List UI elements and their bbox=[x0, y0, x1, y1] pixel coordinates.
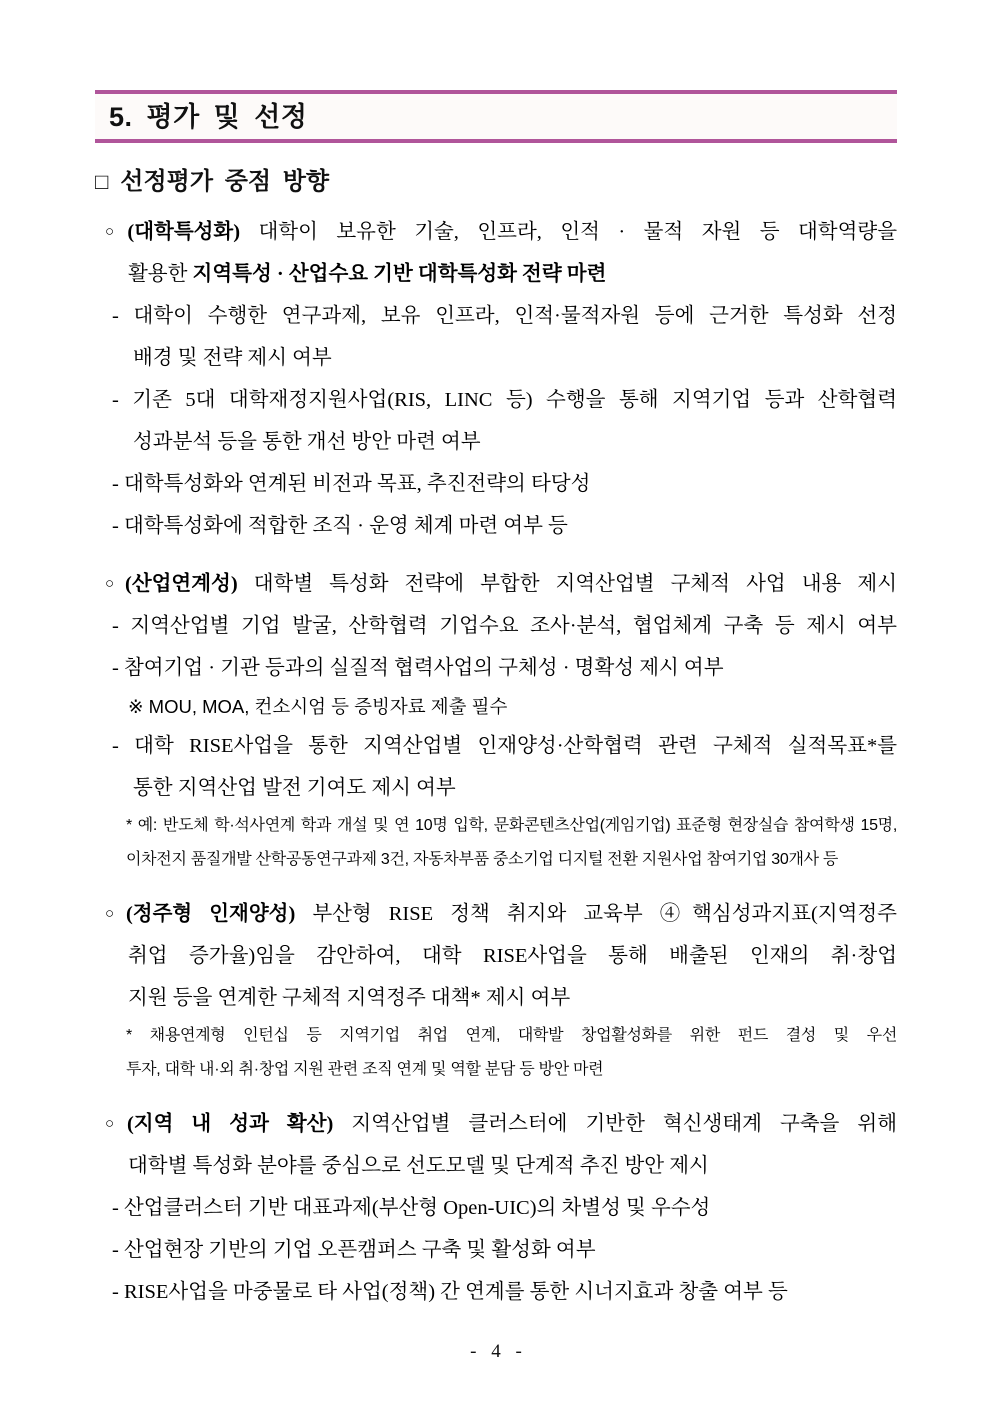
criterion-text: 참여기업 · 기관 등과의 실질적 협력사업의 구체성 · 명확성 제시 여부 bbox=[118, 657, 724, 679]
criterion-line bbox=[95, 421, 897, 463]
footnote-text: 투자, 대학 내·외 취·창업 지원 관련 조직 연계 및 역할 분담 등 방안 마련 bbox=[126, 1061, 604, 1078]
criterion-line bbox=[95, 295, 897, 337]
dash-bullet-icon: - bbox=[112, 1197, 119, 1219]
criteria-list bbox=[95, 211, 897, 1313]
criterion-line bbox=[95, 893, 897, 935]
criterion-line bbox=[95, 977, 897, 1019]
criterion-category-label: (대학특성화) bbox=[127, 221, 241, 243]
circle-bullet-icon: ○ bbox=[105, 224, 128, 240]
criterion-line bbox=[95, 253, 897, 295]
criterion-line bbox=[95, 647, 897, 689]
section-regional-diffusion bbox=[95, 1103, 897, 1313]
footnote-text: 이차전지 품질개발 산학공동연구과제 3건, 자동차부품 중소기업 디지털 전환 지원사업 참여기업 30개사 등 bbox=[126, 851, 839, 868]
criterion-text: 기존 5대 대학재정지원사업(RIS, LINC 등) 수행을 통해 지역기업 등과 산학협력 bbox=[118, 389, 897, 411]
circle-bullet-icon: ○ bbox=[105, 906, 126, 922]
title-banner bbox=[95, 90, 897, 143]
dash-bullet-icon: - bbox=[112, 735, 119, 757]
section-heading bbox=[95, 165, 897, 199]
dash-bullet-icon: - bbox=[112, 1239, 119, 1261]
criterion-line bbox=[95, 463, 897, 505]
criterion-bold-text: 지역특성 · 산업수요 기반 대학특성화 전략 마련 bbox=[192, 263, 607, 285]
page-number: - 4 - bbox=[470, 1341, 522, 1362]
section-industry-linkage bbox=[95, 563, 897, 877]
section-university-specialization bbox=[95, 211, 897, 547]
reference-text: MOU, MOA, 컨소시엄 등 증빙자료 제출 필수 bbox=[143, 696, 508, 717]
criterion-line bbox=[95, 505, 897, 547]
criterion-category-label: (산업연계성) bbox=[125, 573, 238, 595]
criterion-category-label: (지역 내 성과 확산) bbox=[126, 1113, 334, 1135]
criterion-text: 대학이 보유한 기술, 인프라, 인적 · 물적 자원 등 대학역량을 bbox=[240, 221, 898, 243]
dash-bullet-icon: - bbox=[112, 305, 119, 327]
criterion-line bbox=[95, 1103, 897, 1145]
dash-bullet-icon: - bbox=[112, 615, 119, 637]
criterion-text: 대학 RISE사업을 통한 지역산업별 인재양성·산학협력 관련 구체적 실적목표*를 bbox=[118, 735, 897, 757]
criterion-line bbox=[95, 1229, 897, 1271]
criterion-text: 대학별 특성화 전략에 부합한 지역산업별 구체적 사업 내용 제시 bbox=[237, 573, 897, 595]
criterion-text: 지역산업별 클러스터에 기반한 혁신생태계 구축을 위해 bbox=[333, 1113, 897, 1135]
criterion-text: 대학별 특성화 분야를 중심으로 선도모델 및 단계적 추진 방안 제시 bbox=[128, 1155, 709, 1177]
criterion-line bbox=[95, 211, 897, 253]
criterion-text: 대학특성화와 연계된 비전과 목표, 추진전략의 타당성 bbox=[118, 473, 591, 495]
dash-bullet-icon: - bbox=[112, 515, 119, 537]
criterion-text: 취업 증가율)임을 감안하여, 대학 RISE사업을 통해 배출된 인재의 취·창업 bbox=[128, 945, 897, 967]
criterion-text: 성과분석 등을 통한 개선 방안 마련 여부 bbox=[133, 431, 481, 453]
criterion-text: 배경 및 전략 제시 여부 bbox=[133, 347, 332, 369]
footnote-line bbox=[95, 1053, 897, 1087]
dash-bullet-icon: - bbox=[112, 1281, 119, 1303]
criterion-line bbox=[95, 605, 897, 647]
criterion-text: 산업클러스터 기반 대표과제(부산형 Open-UIC)의 차별성 및 우수성 bbox=[118, 1197, 711, 1219]
page-title: 5. 평가 및 선정 bbox=[109, 102, 308, 132]
section-heading-text: 선정평가 중점 방향 bbox=[120, 168, 330, 195]
reference-note bbox=[95, 689, 897, 725]
criterion-line bbox=[95, 379, 897, 421]
criterion-text: 대학이 수행한 연구과제, 보유 인프라, 인적·물적자원 등에 근거한 특성화 선정 bbox=[118, 305, 897, 327]
asterisk-mark-icon: * bbox=[126, 1027, 132, 1044]
section-settlement-talent bbox=[95, 893, 897, 1087]
dash-bullet-icon: - bbox=[112, 657, 119, 679]
criterion-line bbox=[95, 1271, 897, 1313]
criterion-text: 산업현장 기반의 기업 오픈캠퍼스 구축 및 활성화 여부 bbox=[118, 1239, 596, 1261]
criterion-text: 활용한 bbox=[128, 263, 193, 285]
reference-mark-icon: ※ bbox=[128, 696, 144, 717]
footnote-text: 예: 반도체 학·석사연계 학과 개설 및 연 10명 입학, 문화콘텐츠산업(게임기업) 표준형 현장실습 참여학생 15명, bbox=[131, 817, 897, 834]
footnote-line bbox=[95, 809, 897, 843]
footnote-text: 채용연계형 인턴십 등 지역기업 취업 연계, 대학발 창업활성화를 위한 펀드 결성 및 우선 bbox=[131, 1027, 897, 1044]
criterion-line bbox=[95, 935, 897, 977]
criterion-line bbox=[95, 1187, 897, 1229]
criterion-line bbox=[95, 563, 897, 605]
dash-bullet-icon: - bbox=[112, 389, 119, 411]
criterion-text: 대학특성화에 적합한 조직 · 운영 체계 마련 여부 등 bbox=[118, 515, 568, 537]
circle-bullet-icon: ○ bbox=[105, 576, 125, 592]
dash-bullet-icon: - bbox=[112, 473, 119, 495]
criterion-line bbox=[95, 1145, 897, 1187]
circle-bullet-icon: ○ bbox=[105, 1116, 127, 1132]
criterion-text: 부산형 RISE 정책 취지와 교육부 ④핵심성과지표(지역정주 bbox=[295, 903, 897, 925]
criterion-text: 지역산업별 기업 발굴, 산학협력 기업수요 조사·분석, 협업체계 구축 등 제시 여부 bbox=[118, 615, 897, 637]
criterion-text: 통한 지역산업 발전 기여도 제시 여부 bbox=[133, 777, 456, 799]
asterisk-mark-icon: * bbox=[126, 817, 132, 834]
criterion-line bbox=[95, 767, 897, 809]
criterion-text: 지원 등을 연계한 구체적 지역정주 대책* 제시 여부 bbox=[128, 987, 571, 1009]
square-bullet-icon: □ bbox=[95, 169, 109, 194]
footnote-line bbox=[95, 843, 897, 877]
footnote-line bbox=[95, 1019, 897, 1053]
criterion-line bbox=[95, 725, 897, 767]
criterion-category-label: (정주형 인재양성) bbox=[125, 903, 296, 925]
criterion-text: RISE사업을 마중물로 타 사업(정책) 간 연계를 통한 시너지효과 창출 여부 등 bbox=[118, 1281, 788, 1303]
criterion-line bbox=[95, 337, 897, 379]
